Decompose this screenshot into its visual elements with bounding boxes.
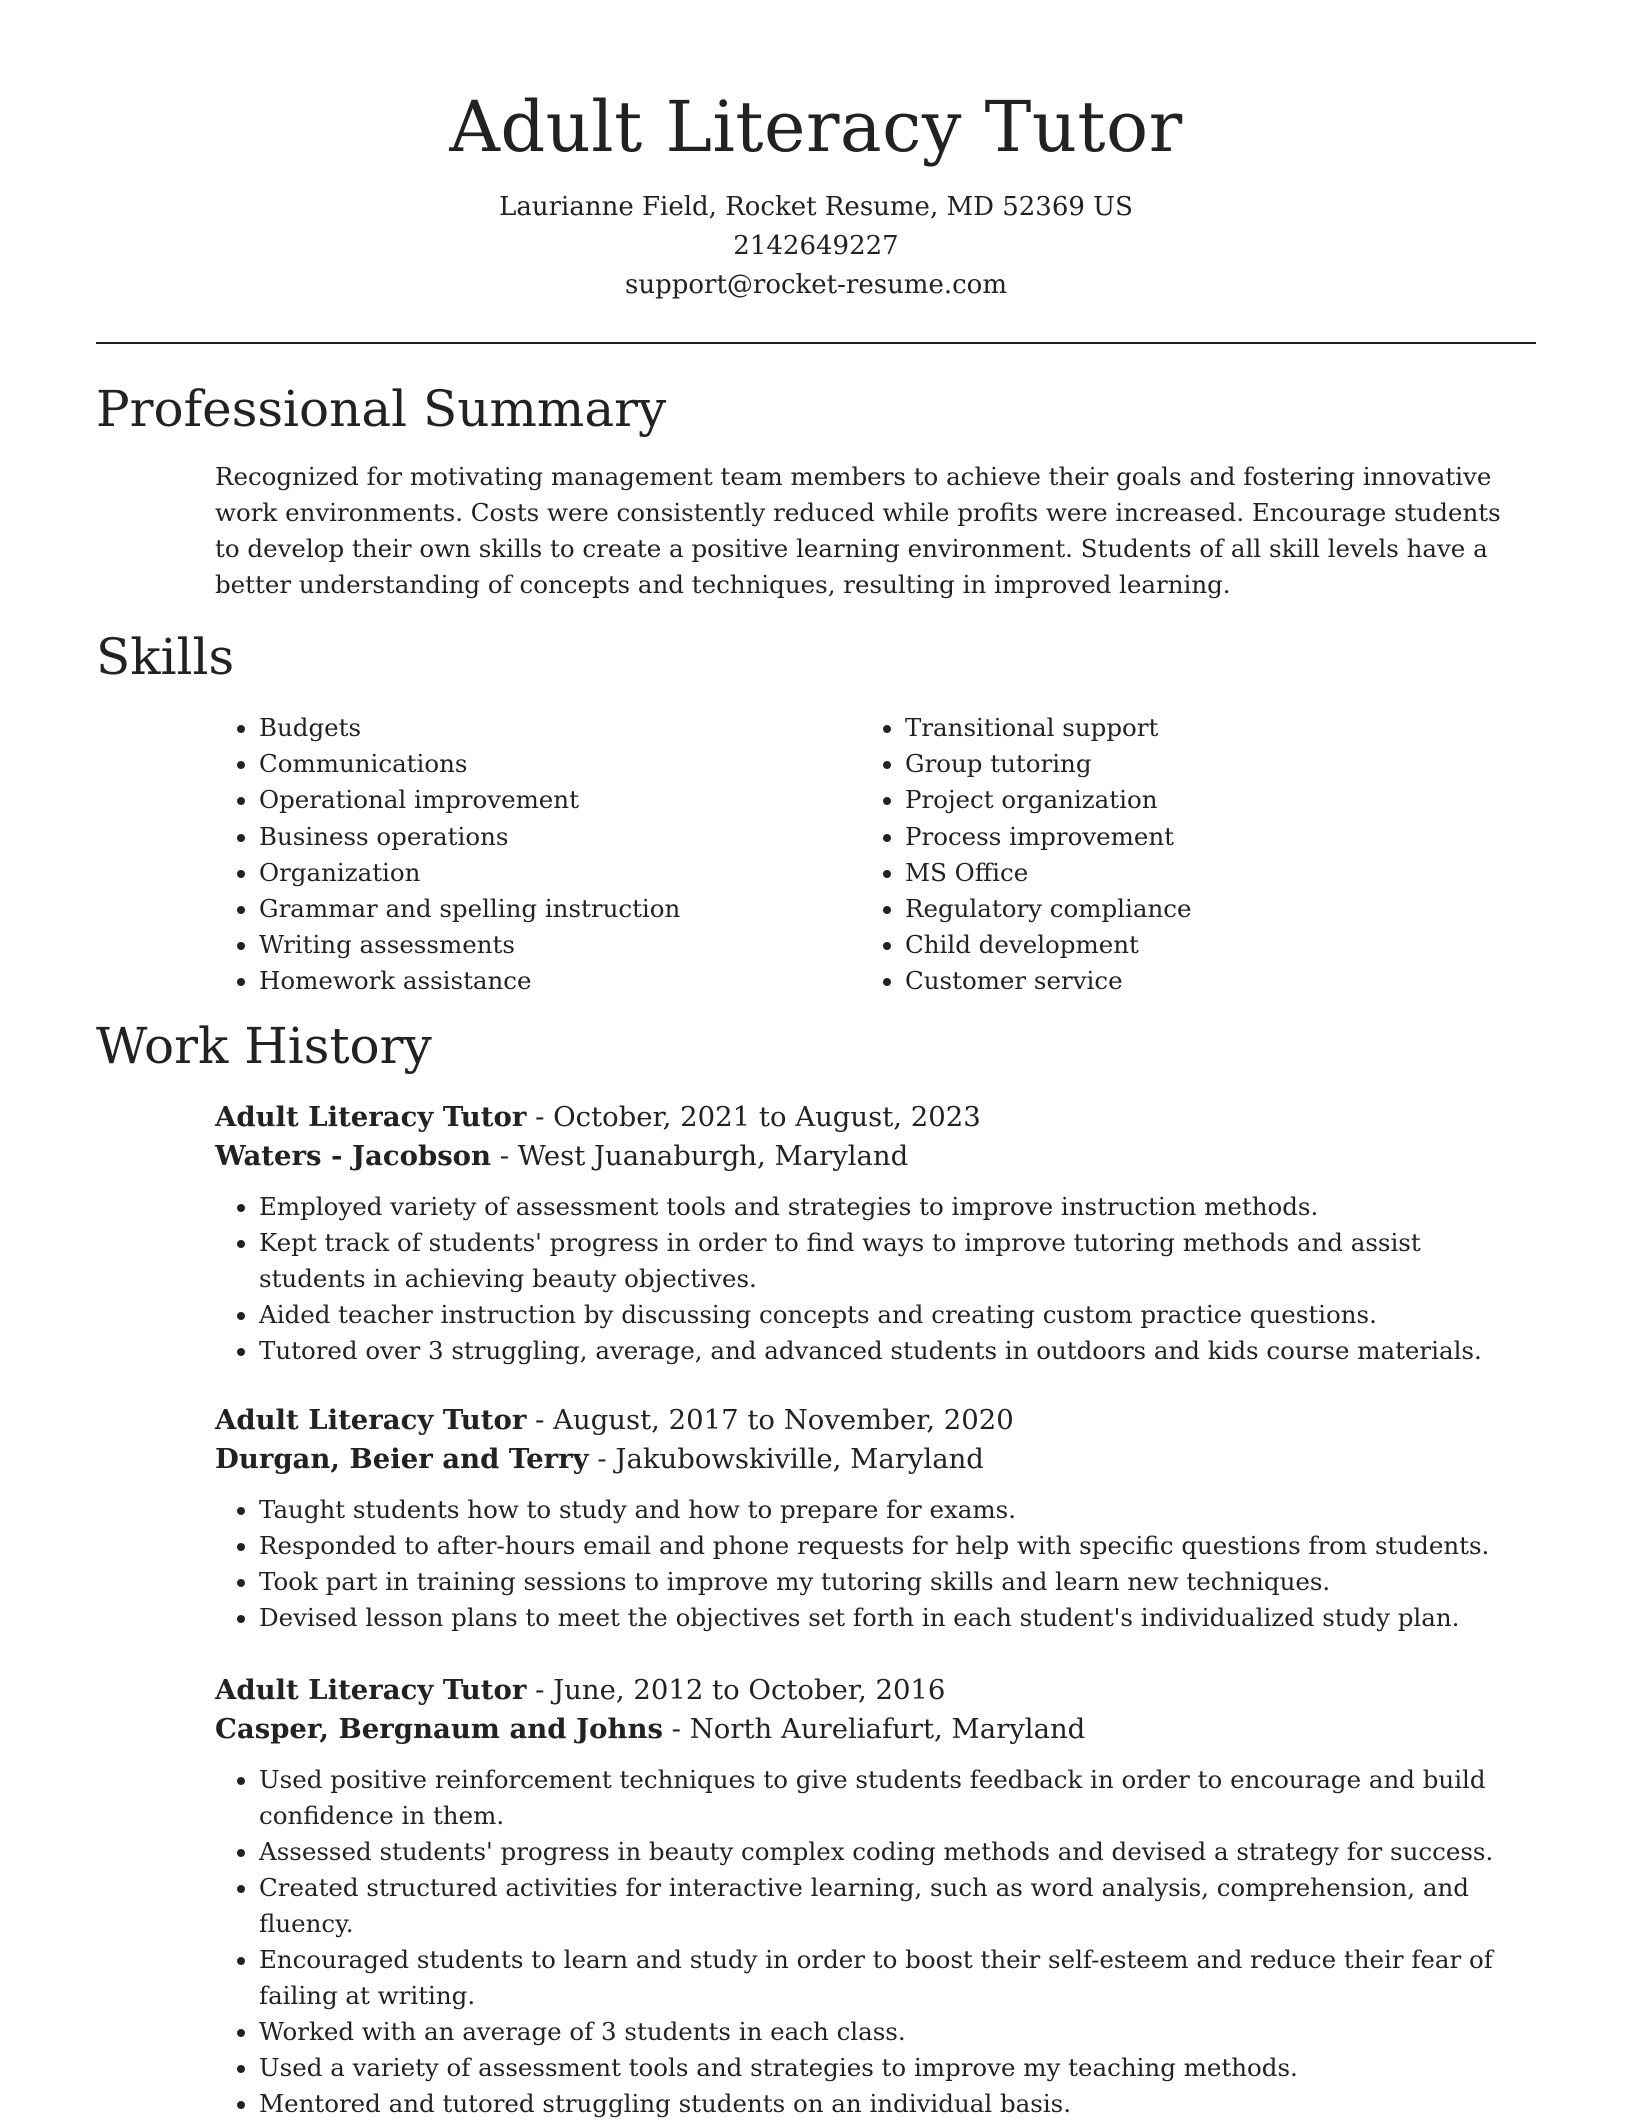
work-history-heading: Work History [96, 1017, 432, 1075]
job-title: Adult Literacy Tutor [215, 1674, 527, 1706]
summary-heading: Professional Summary [96, 380, 667, 438]
skill-item: • Project organization [905, 782, 1465, 818]
job-bullet: • Took part in training sessions to improve my tutoring skills and learn new techniques. [259, 1564, 1535, 1600]
job-title: Adult Literacy Tutor [215, 1404, 527, 1436]
skills-heading: Skills [96, 628, 235, 686]
job-separator: - [526, 1674, 554, 1706]
job-bullet: • Responded to after-hours email and phone requests for help with specific questions from students. [259, 1528, 1535, 1564]
job-entry [215, 1098, 1535, 1369]
job-entry [215, 1401, 1535, 1636]
skill-item: • Grammar and spelling instruction [259, 891, 819, 927]
candidate-name: Adult Literacy Tutor [449, 86, 1183, 168]
job-bullet: • Devised lesson plans to meet the objectives set forth in each student's individualized study plan. [259, 1600, 1535, 1636]
job-dates: August, 2017 to November, 2020 [553, 1404, 1014, 1436]
skill-item: • Business operations [259, 819, 819, 855]
job-separator: - [526, 1101, 554, 1133]
job-company: Casper, Bergnaum and Johns [215, 1713, 663, 1745]
job-company: Waters - Jacobson [215, 1140, 492, 1172]
job-title: Adult Literacy Tutor [215, 1101, 527, 1133]
job-entry [215, 1671, 1535, 2122]
job-location: North Aureliafurt, Maryland [689, 1713, 1086, 1745]
job-separator: - [491, 1140, 518, 1172]
job-bullet: • Aided teacher instruction by discussing concepts and creating custom practice questions. [259, 1297, 1535, 1333]
skill-item: • Budgets [259, 710, 819, 746]
job-bullets [215, 1762, 1535, 2122]
job-bullet: • Kept track of students' progress in order to find ways to improve tutoring methods and assist students in achieving beauty objectives. [259, 1225, 1535, 1297]
job-bullet: • Employed variety of assessment tools and strategies to improve instruction methods. [259, 1189, 1535, 1225]
resume-header [0, 78, 1632, 305]
skill-item: • Regulatory compliance [905, 891, 1465, 927]
skill-item: • Child development [905, 927, 1465, 963]
job-separator: - [526, 1404, 554, 1436]
job-title-line [215, 1098, 1535, 1137]
contact-phone: 2142649227 [733, 231, 899, 261]
skill-item: • Writing assessments [259, 927, 819, 963]
job-bullet: • Taught students how to study and how to prepare for exams. [259, 1492, 1535, 1528]
skill-item: • Transitional support [905, 710, 1465, 746]
job-bullet: • Tutored over 3 struggling, average, and advanced students in outdoors and kids course materials. [259, 1333, 1535, 1369]
skill-item: • MS Office [905, 855, 1465, 891]
job-title-line [215, 1401, 1535, 1440]
job-bullet: • Used a variety of assessment tools and strategies to improve my teaching methods. [259, 2050, 1535, 2086]
job-bullets [215, 1189, 1535, 1369]
job-dates: October, 2021 to August, 2023 [553, 1101, 981, 1133]
job-company-line [215, 1137, 1535, 1176]
contact-email: support@rocket-resume.com [624, 270, 1007, 300]
job-bullet: • Used positive reinforcement techniques to give students feedback in order to encourage and build confidence in them. [259, 1762, 1535, 1834]
header-divider [96, 342, 1536, 344]
job-bullet: • Created structured activities for interactive learning, such as word analysis, comprehension, and fluency. [259, 1870, 1535, 1942]
job-company: Durgan, Beier and Terry [215, 1443, 589, 1475]
skill-item: • Communications [259, 746, 819, 782]
skill-item: • Homework assistance [259, 963, 819, 999]
job-company-line [215, 1440, 1535, 1479]
job-bullet: • Assessed students' progress in beauty complex coding methods and devised a strategy for success. [259, 1834, 1535, 1870]
summary-text: Recognized for motivating management team members to achieve their goals and fostering innovative work environments. Costs were consistently reduced while profits were increased. Encourage students to develop their own skills to create a positive learning environment. Students of all skill levels have a better understanding of concepts and techniques, resulting in improved learning. [215, 462, 1501, 599]
skill-item: • Customer service [905, 963, 1465, 999]
skill-item: • Organization [259, 855, 819, 891]
contact-address: Laurianne Field, Rocket Resume, MD 52369 US [499, 192, 1133, 222]
job-separator: - [588, 1443, 616, 1475]
job-dates: June, 2012 to October, 2016 [553, 1674, 946, 1706]
skill-item: • Operational improvement [259, 782, 819, 818]
job-location: Jakubowskiville, Maryland [615, 1443, 984, 1475]
job-bullet: • Encouraged students to learn and study in order to boost their self-esteem and reduce their fear of failing at writing. [259, 1942, 1535, 2014]
skill-item: • Process improvement [905, 819, 1465, 855]
job-company-line [215, 1710, 1535, 1749]
job-separator: - [662, 1713, 690, 1745]
job-bullet: • Worked with an average of 3 students in each class. [259, 2014, 1535, 2050]
job-bullet: • Mentored and tutored struggling students on an individual basis. [259, 2086, 1535, 2122]
job-location: West Juanaburgh, Maryland [517, 1140, 909, 1172]
skill-item: • Group tutoring [905, 746, 1465, 782]
skills-list-right [861, 710, 1465, 1000]
skills-list-left [215, 710, 819, 1000]
job-title-line [215, 1671, 1535, 1710]
contact-block [0, 188, 1632, 305]
job-bullets [215, 1492, 1535, 1636]
